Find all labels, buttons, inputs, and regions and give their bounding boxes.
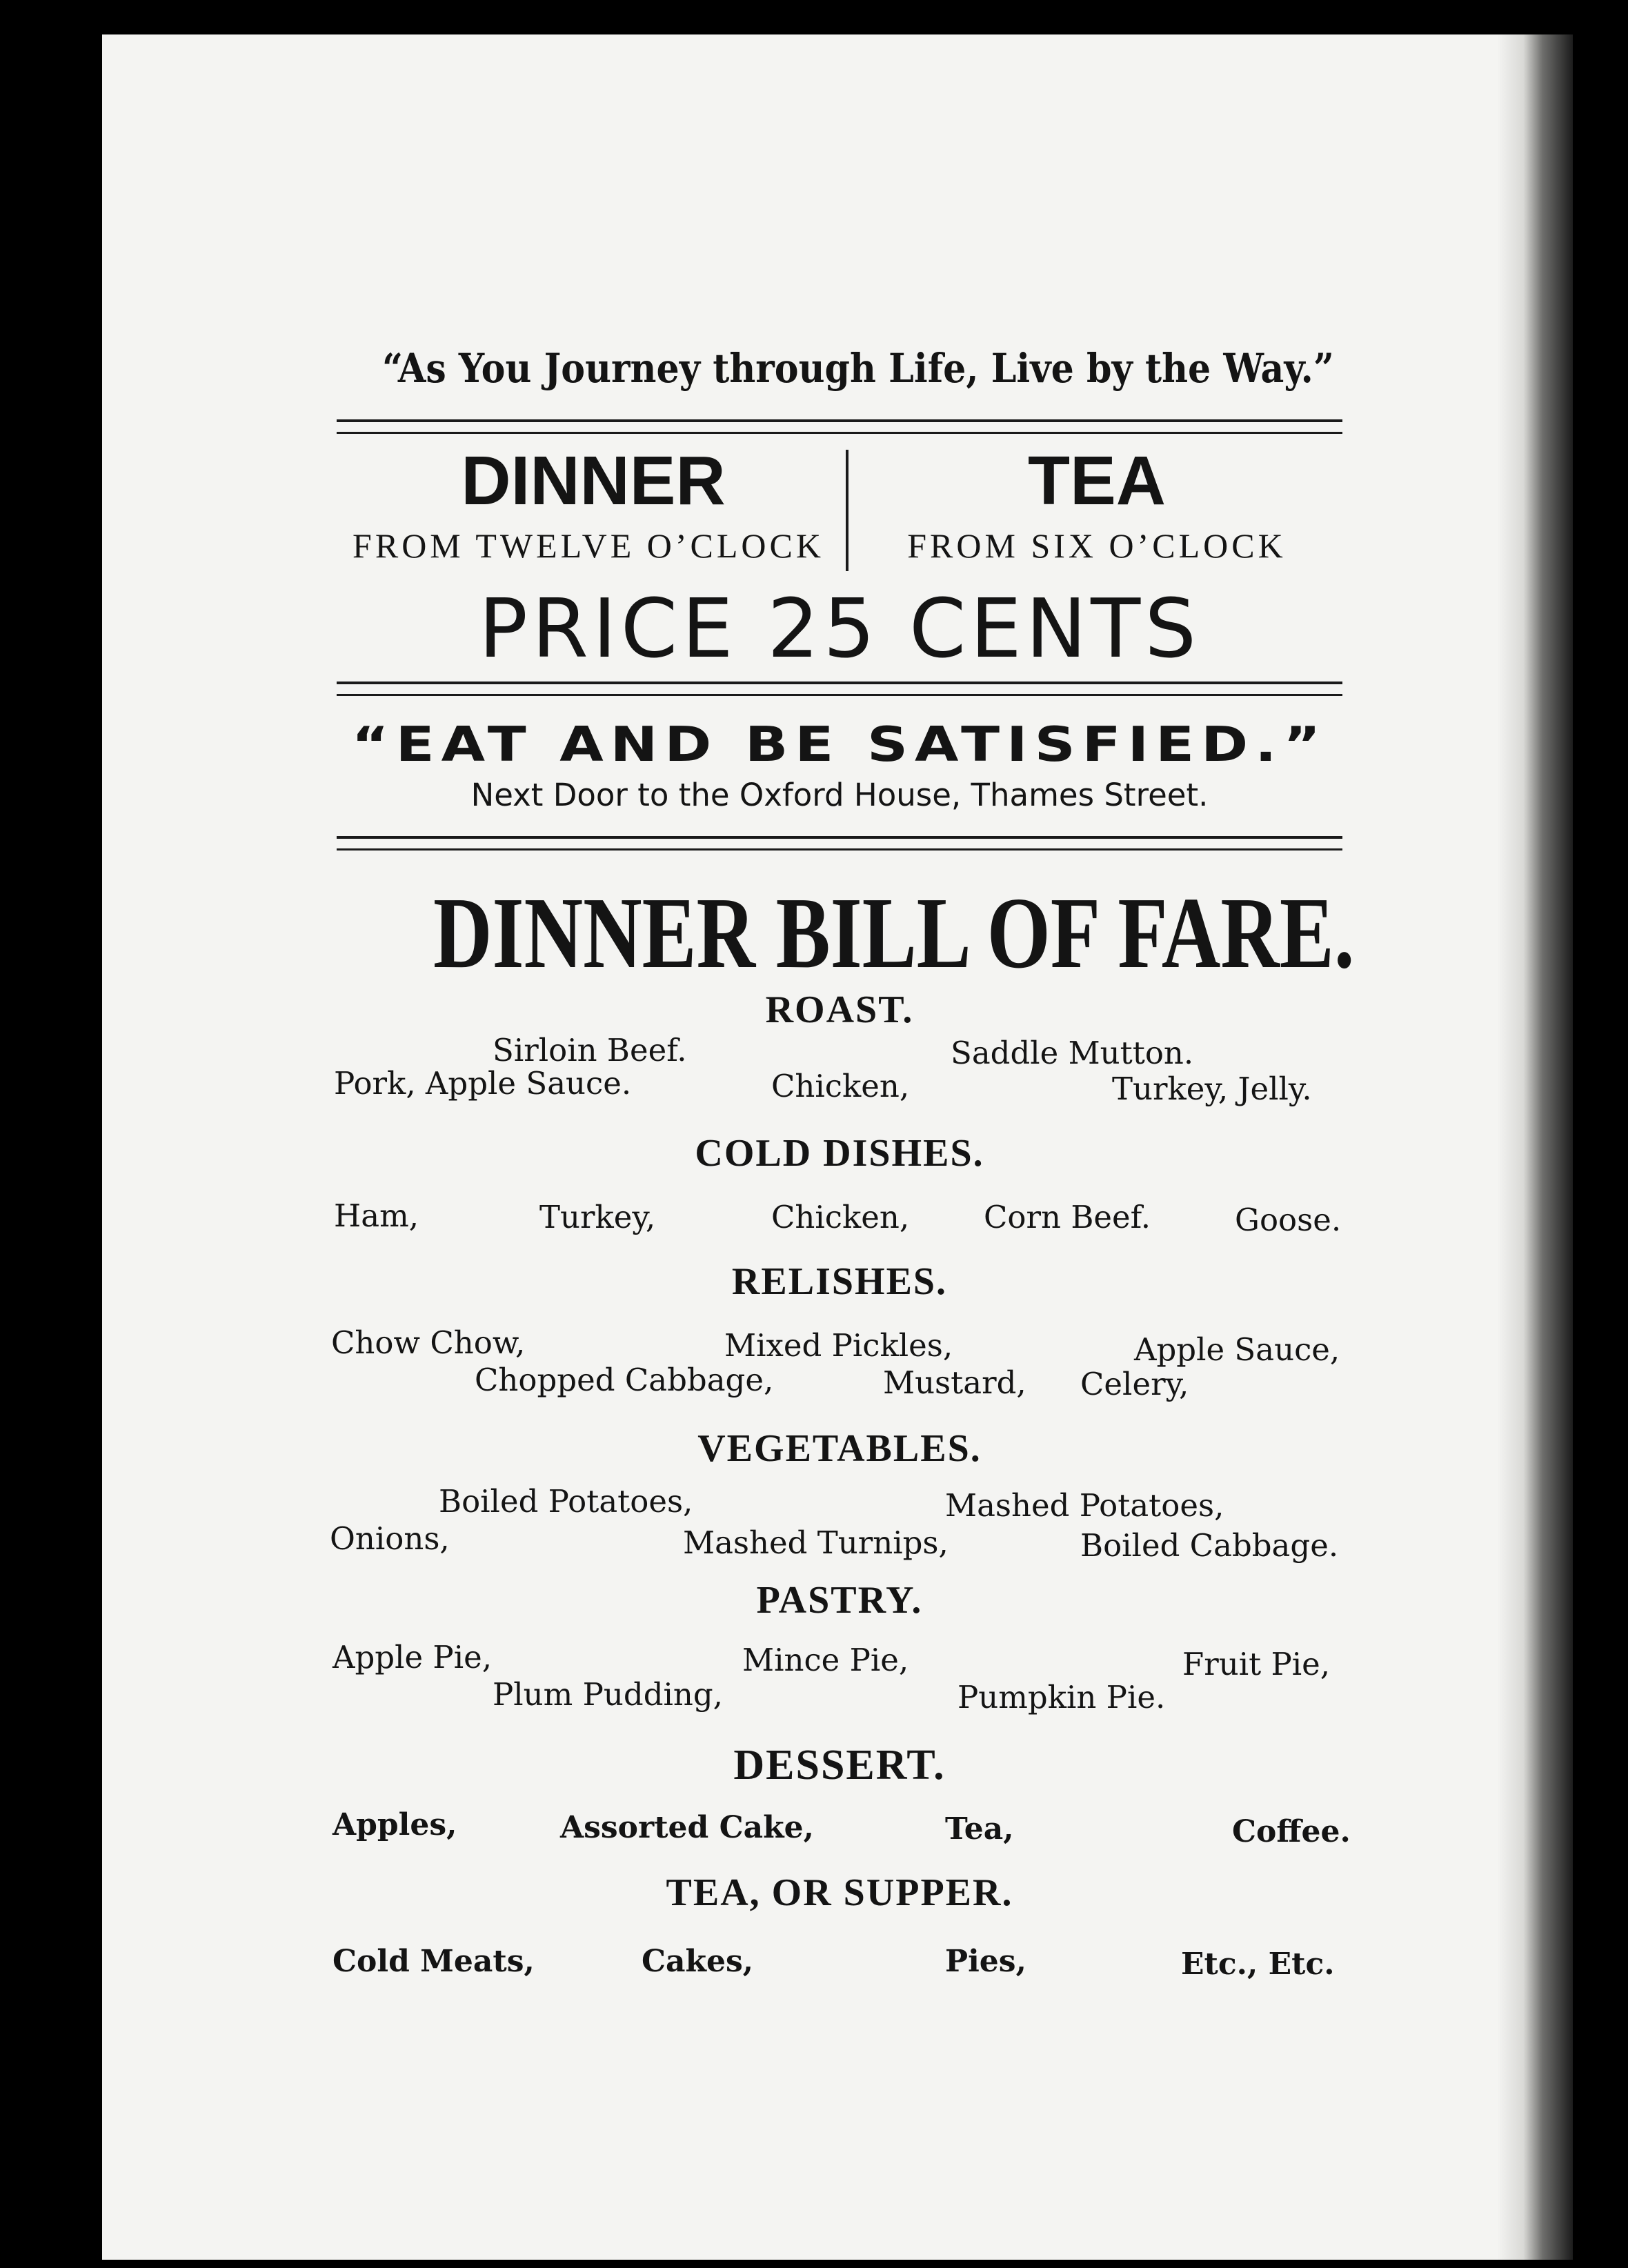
menu-item: Mixed Pickles, [724, 1327, 953, 1364]
menu-item: Etc., Etc. [1181, 1947, 1335, 1982]
menu-item: Tea, [945, 1811, 1014, 1847]
section-heading-roast: ROAST. [765, 988, 914, 1031]
menu-item: Apple Sauce, [1134, 1331, 1340, 1368]
menu-item: Pumpkin Pie. [957, 1679, 1166, 1715]
menu-item: Sirloin Beef. [493, 1032, 687, 1068]
menu-item: Turkey, Jelly. [1112, 1071, 1312, 1107]
menu-item: Apples, [332, 1807, 457, 1842]
menu-item: Goose. [1235, 1202, 1342, 1238]
menu-item: Chow Chow, [331, 1324, 526, 1361]
address: Next Door to the Oxford House, Thames Street. [470, 777, 1209, 813]
divider-rule-2 [337, 682, 1342, 696]
menu-item: Coffee. [1232, 1814, 1351, 1849]
menu-item: Turkey, [539, 1199, 656, 1235]
tea-hours: FROM SIX O’CLOCK [907, 526, 1287, 565]
paper-edge-shadow [1497, 34, 1573, 2260]
menu-item: Onions, [330, 1520, 450, 1557]
menu-item: Cakes, [642, 1944, 754, 1979]
section-heading-pastry: PASTRY. [756, 1579, 923, 1622]
menu-item: Boiled Cabbage. [1080, 1527, 1339, 1564]
menu-item: Pork, Apple Sauce. [334, 1065, 632, 1102]
menu-item: Mustard, [883, 1364, 1026, 1401]
menu-item: Saddle Mutton. [951, 1035, 1194, 1071]
menu-item: Corn Beef. [984, 1199, 1151, 1235]
motto: “As You Journey through Life, Live by the Way.” [382, 345, 1334, 392]
menu-item: Cold Meats, [332, 1944, 535, 1979]
dinner-hours: FROM TWELVE O’CLOCK [353, 526, 824, 565]
menu-item: Apple Pie, [332, 1639, 493, 1675]
bill-title: DINNER BILL OF FARE. [433, 877, 1355, 990]
price: PRICE 25 CENTS [478, 581, 1201, 676]
menu-item: Chopped Cabbage, [475, 1362, 774, 1398]
divider-rule-3 [337, 836, 1342, 850]
column-divider [846, 450, 848, 571]
dinner-label: DINNER [461, 442, 726, 519]
menu-item: Assorted Cake, [560, 1810, 814, 1845]
divider-rule-1 [337, 419, 1342, 434]
tea-label: TEA [1028, 442, 1166, 519]
section-heading-relishes: RELISHES. [731, 1260, 948, 1303]
menu-item: Chicken, [771, 1199, 910, 1235]
menu-item: Mashed Potatoes, [945, 1487, 1224, 1524]
section-heading-dessert: DESSERT. [733, 1742, 946, 1789]
section-heading-vegetables: VEGETABLES. [697, 1427, 982, 1470]
menu-item: Plum Pudding, [493, 1676, 723, 1713]
menu-item: Celery, [1080, 1366, 1189, 1402]
menu-item: Mashed Turnips, [683, 1524, 949, 1561]
slogan: “EAT AND BE SATISFIED.” [351, 717, 1328, 773]
menu-item: Fruit Pie, [1182, 1646, 1331, 1682]
section-heading-cold-dishes: COLD DISHES. [695, 1132, 984, 1175]
menu-item: Boiled Potatoes, [439, 1483, 693, 1520]
menu-item: Chicken, [771, 1068, 910, 1104]
menu-item: Pies, [945, 1944, 1026, 1979]
section-heading-supper: TEA, OR SUPPER. [666, 1871, 1013, 1914]
menu-item: Mince Pie, [742, 1642, 909, 1678]
menu-item: Ham, [334, 1197, 419, 1234]
